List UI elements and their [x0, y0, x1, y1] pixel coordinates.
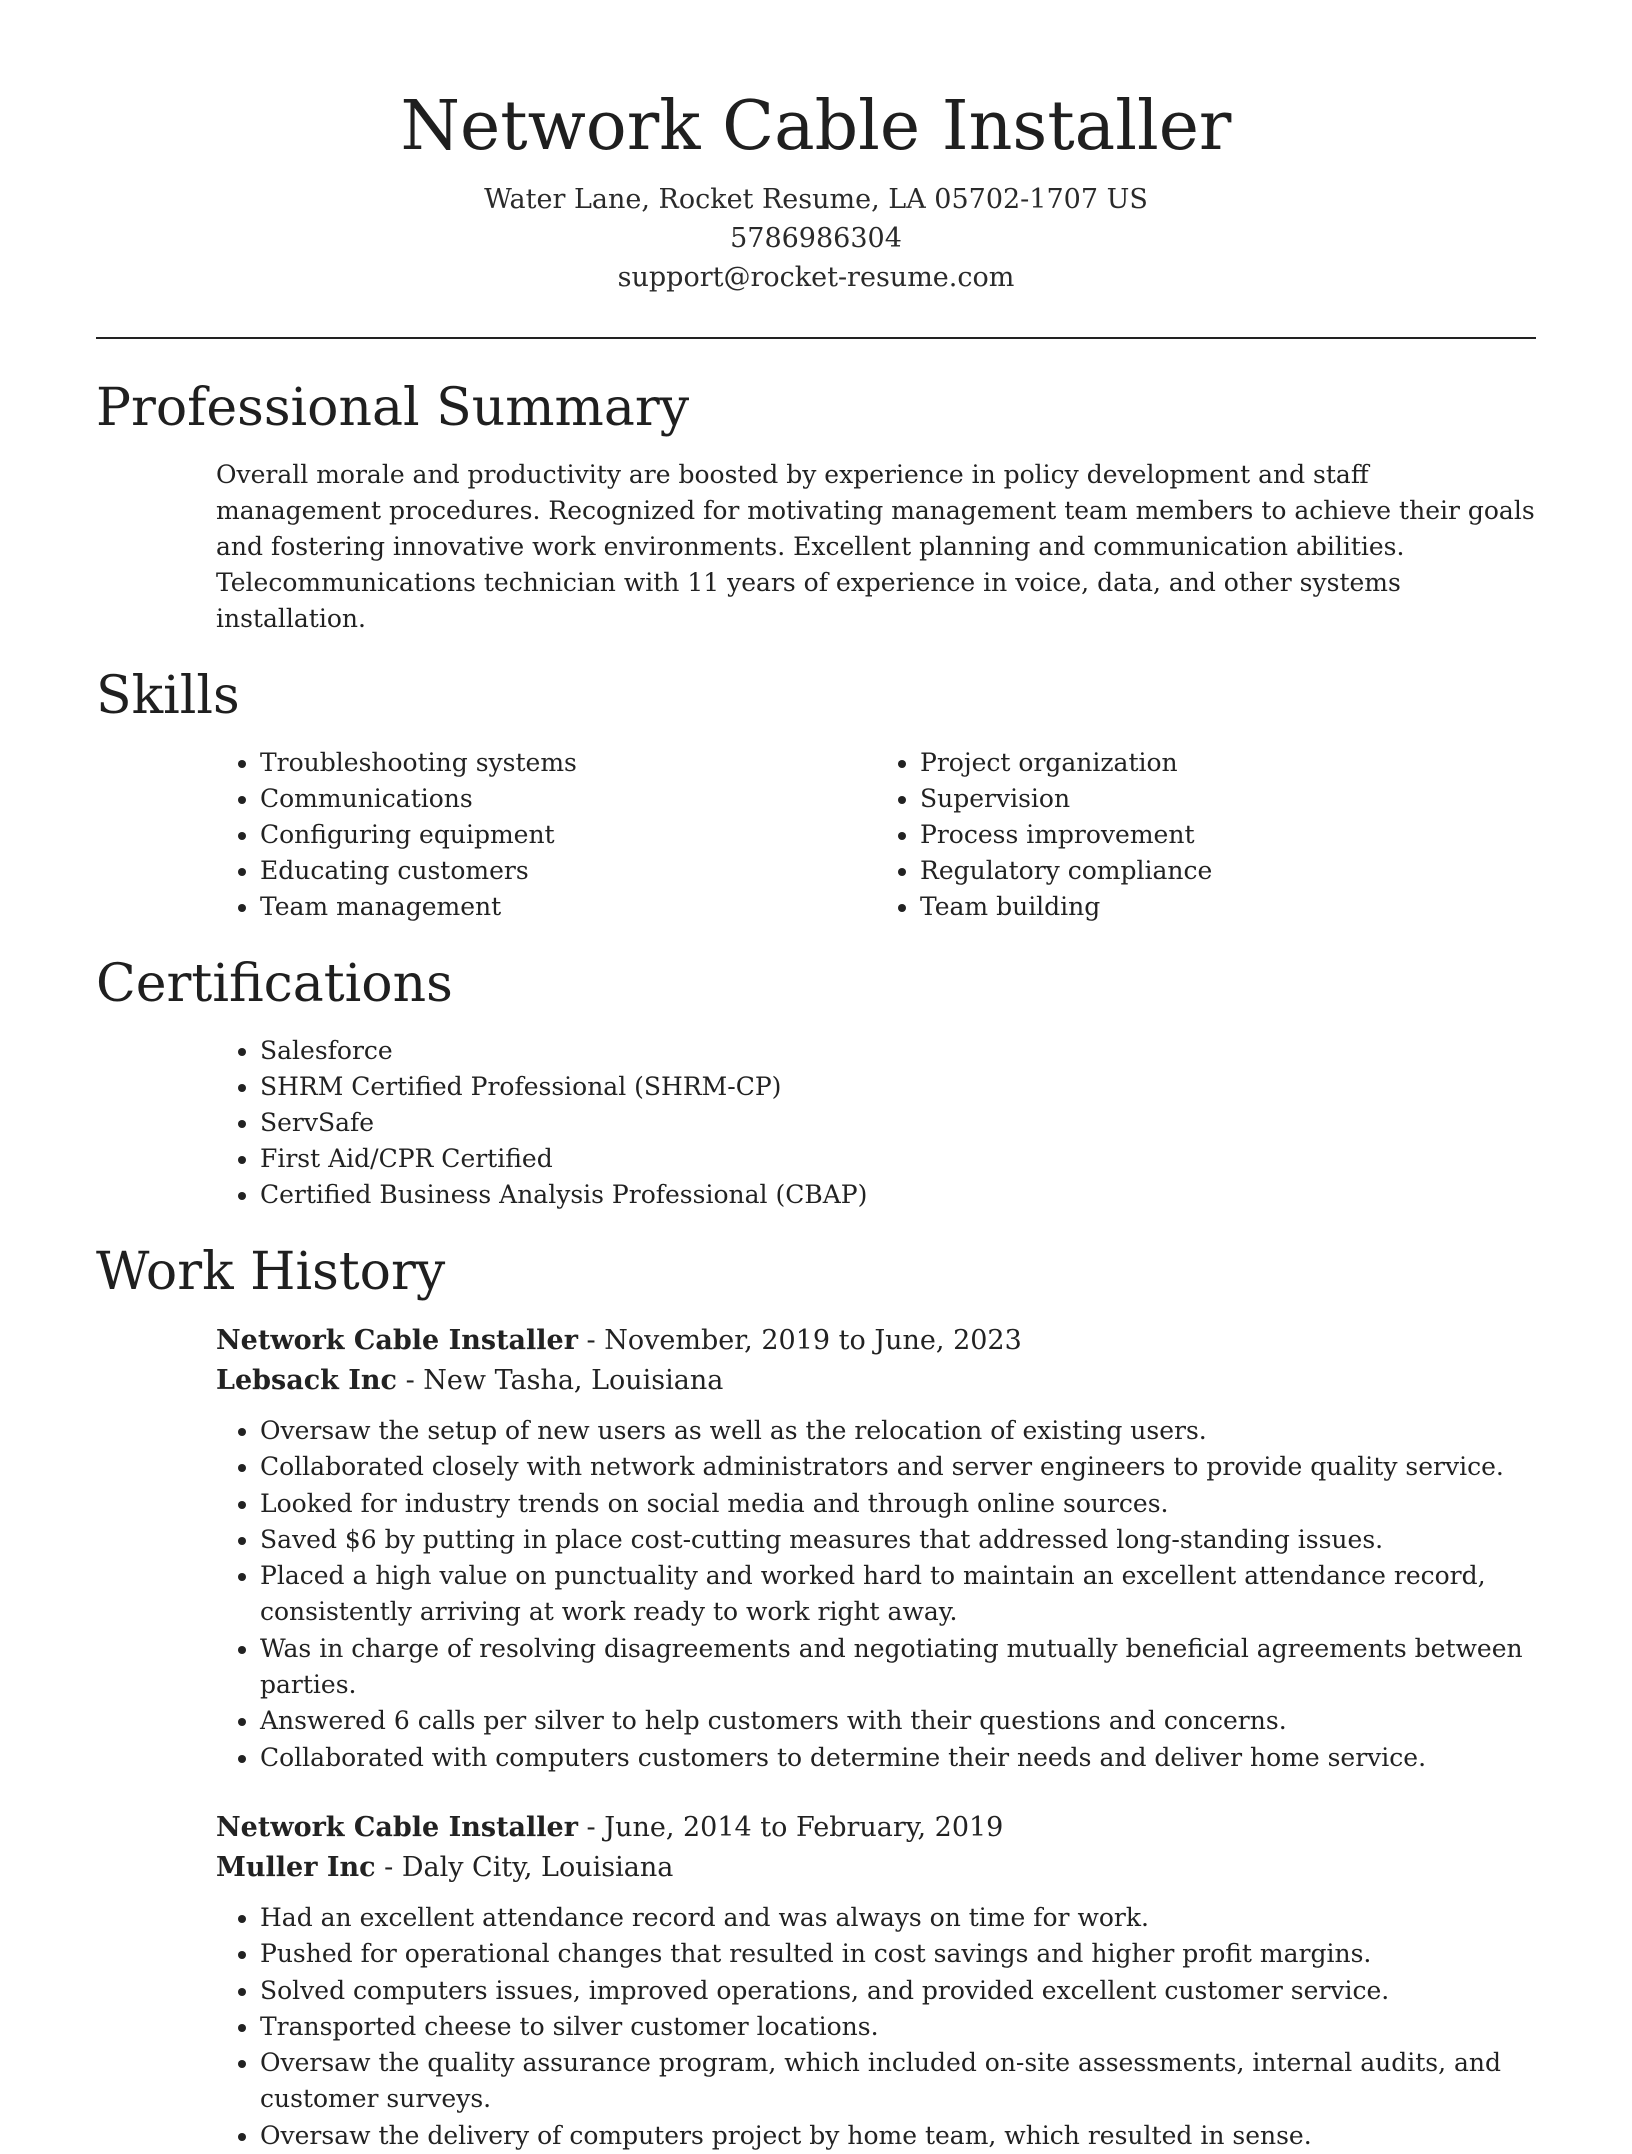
skill-item: • Communications [260, 781, 876, 817]
job-bullet: • Looked for industry trends on social media and through online sources. [260, 1486, 1536, 1522]
skill-item: • Troubleshooting systems [260, 745, 876, 781]
job-location: - New Tasha, Louisiana [396, 1365, 724, 1396]
job-location: - Daly City, Louisiana [375, 1851, 674, 1883]
skill-item: • Educating customers [260, 853, 876, 889]
contact-block [96, 180, 1536, 297]
contact-email: support@rocket-resume.com [617, 262, 1015, 293]
job-bullets [216, 1900, 1536, 2154]
contact-phone: 5786986304 [730, 223, 902, 254]
job-company-line [216, 1848, 1536, 1888]
header-divider [96, 337, 1536, 339]
skills-list-right [876, 745, 1536, 925]
summary-heading: Professional Summary [96, 378, 690, 438]
skill-item: • Supervision [920, 781, 1536, 817]
job-bullet: • Collaborated closely with network administrators and server engineers to provide quality service. [260, 1449, 1536, 1485]
skill-item: • Project organization [920, 745, 1536, 781]
job-role: Network Cable Installer [216, 1811, 578, 1843]
job-bullet: • Oversaw the setup of new users as well as the relocation of existing users. [260, 1413, 1536, 1449]
job-entry [216, 1808, 1536, 2154]
skill-item: • Process improvement [920, 817, 1536, 853]
skills-grid [216, 745, 1536, 925]
resume-page [96, 0, 1536, 2154]
job-company: Lebsack Inc [216, 1365, 397, 1396]
job-bullet: • Placed a high value on punctuality and worked hard to maintain an excellent attendance record, consistently arriving at work ready to work right away. [260, 1558, 1536, 1631]
job-dates: - June, 2014 to February, 2019 [577, 1811, 1004, 1843]
job-role: Network Cable Installer [216, 1325, 578, 1356]
job-bullet: • Answered 6 calls per silver to help customers with their questions and concerns. [260, 1703, 1536, 1739]
job-bullet: • Had an excellent attendance record and was always on time for work. [260, 1900, 1536, 1936]
certification-item: • First Aid/CPR Certified [260, 1141, 1536, 1177]
contact-address: Water Lane, Rocket Resume, LA 05702-1707 US [484, 184, 1148, 215]
resume-name: Network Cable Installer [400, 87, 1232, 166]
skill-item: • Team building [920, 889, 1536, 925]
skill-item: • Team management [260, 889, 876, 925]
job-title-line [216, 1321, 1536, 1361]
job-company: Muller Inc [216, 1851, 376, 1883]
certification-item: • ServSafe [260, 1105, 1536, 1141]
certification-item: • Certified Business Analysis Professional (CBAP) [260, 1177, 1536, 1213]
job-bullets [216, 1413, 1536, 1776]
job-bullet: • Transported cheese to silver customer locations. [260, 2009, 1536, 2045]
skill-item: • Configuring equipment [260, 817, 876, 853]
job-bullet: • Oversaw the delivery of computers project by home team, which resulted in sense. [260, 2118, 1536, 2154]
job-bullet: • Solved computers issues, improved operations, and provided excellent customer service. [260, 1973, 1536, 2009]
job-bullet: • Pushed for operational changes that resulted in cost savings and higher profit margins. [260, 1936, 1536, 1972]
job-dates: - November, 2019 to June, 2023 [577, 1325, 1022, 1356]
job-bullet: • Oversaw the quality assurance program, which included on-site assessments, internal audits, and customer surveys. [260, 2045, 1536, 2118]
skills-list-left [216, 745, 876, 925]
job-bullet: • Saved $6 by putting in place cost-cutting measures that addressed long-standing issues. [260, 1522, 1536, 1558]
job-title-line [216, 1808, 1536, 1848]
work-history-heading: Work History [96, 1242, 446, 1302]
job-bullet: • Collaborated with computers customers to determine their needs and deliver home service. [260, 1740, 1536, 1776]
certifications-list [216, 1033, 1536, 1213]
summary-text: Overall morale and productivity are boosted by experience in policy development and staff management procedures. Recognized for motivating management team members to achieve their goals and fostering innovative work environments. Excellent planning and communication abilities. Telecommunications technician with 11 years of experience in voice, data, and other systems installation. [216, 460, 1535, 633]
job-bullet: • Was in charge of resolving disagreements and negotiating mutually beneficial agreements between parties. [260, 1631, 1536, 1704]
job-company-line [216, 1361, 1536, 1401]
certification-item: • SHRM Certified Professional (SHRM-CP) [260, 1069, 1536, 1105]
certifications-heading: Certifications [96, 954, 453, 1014]
job-entry [216, 1321, 1536, 1776]
skill-item: • Regulatory compliance [920, 853, 1536, 889]
skills-heading: Skills [96, 666, 240, 726]
certification-item: • Salesforce [260, 1033, 1536, 1069]
